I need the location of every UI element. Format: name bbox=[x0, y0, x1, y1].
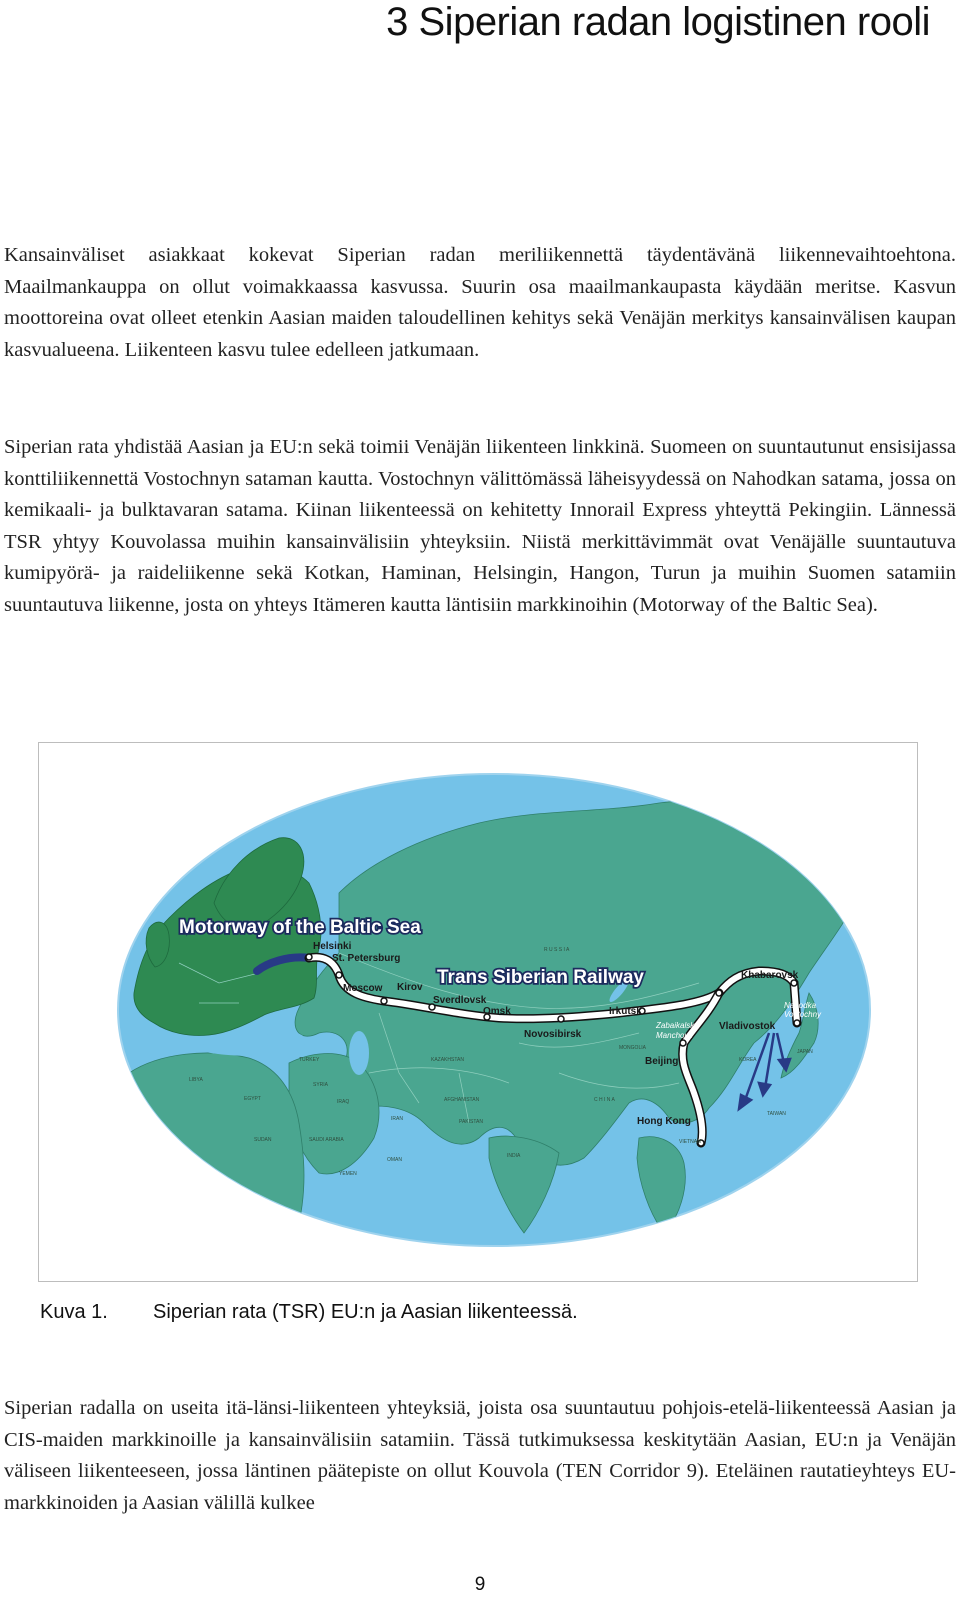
city-label-zabaikalsk: Zabaikalsk / bbox=[656, 1021, 699, 1030]
city-label-khabarovsk: Khabarovsk bbox=[741, 970, 799, 981]
region-label-pakistan: PAKISTAN bbox=[459, 1119, 483, 1125]
region-label-oman: OMAN bbox=[387, 1157, 402, 1163]
city-label-sverdlovsk: Sverdlovsk bbox=[433, 995, 487, 1006]
region-label-india: INDIA bbox=[507, 1153, 521, 1159]
chapter-title: 3 Siperian radan logistinen rooli bbox=[386, 0, 930, 44]
region-label-afghanistan: AFGHANISTAN bbox=[444, 1097, 480, 1103]
figure-map bbox=[38, 742, 918, 1282]
city-label-manchouli: Manchouli bbox=[656, 1031, 693, 1040]
region-label-libya: LIBYA bbox=[189, 1077, 203, 1083]
body-paragraph: Siperian radalla on useita itä-länsi-liikenteen yhteyksiä, joista osa suuntautuu pohjois-etelä-liikenteessä Aasian ja CIS-maiden markkinoille ja kansainvälisiin satamiin. Tässä tutkimuksessa keskitytään Aasian, EU:n ja Venäjän väliseen liikenteeseen, jossa läntinen päätepiste on ollut Kouvola (TEN Corridor 9). Eteläinen rautatieyhteys EU-markkinoiden ja Aasian välillä kulkee bbox=[4, 1397, 956, 1514]
region-label-turkey: TURKEY bbox=[299, 1057, 320, 1063]
page-number: 9 bbox=[474, 1574, 486, 1595]
city-label-omsk: Omsk bbox=[483, 1006, 511, 1017]
body-paragraph: Siperian rata yhdistää Aasian ja EU:n sekä toimii Venäjän liikenteen linkkinä. Suomeen on suuntautunut ensisijassa konttiliikennettä Vostochnyn sataman kautta. Vostochnyn välittömässä läheisyydessä on Nahodkan satama, jossa on kemikaali- ja bulktavaran satama. Kiinan liikenteessä on kehitetty Innorail Express yhteyttä Pekingiin. Lännessä TSR yhtyy Kouvolassa muihin kansainvälisiin yhteyksiin. Niistä merkittävimmät ovat Venäjälle suuntautuva kumipyörä- ja raideliikenne sekä Kotkan, Haminan, Helsingin, Hangon, Turun ja muihin Suomen satamiin suuntautuva liikenne, josta on yhteys Itämeren kautta läntisiin markkinoihin (Motorway of the Baltic Sea). bbox=[4, 436, 956, 616]
city-label-vostochny: Vostochny bbox=[784, 1010, 822, 1019]
mediterranean bbox=[199, 1040, 309, 1056]
region-label-korea: KOREA bbox=[739, 1057, 757, 1063]
region-label-china: C H I N A bbox=[594, 1097, 615, 1103]
region-label-syria: SYRIA bbox=[313, 1082, 329, 1088]
region-label-vietnam: VIETNAM bbox=[679, 1139, 702, 1145]
region-label-iraq: IRAQ bbox=[337, 1099, 350, 1105]
city-label-vladivostok: Vladivostok bbox=[719, 1021, 776, 1032]
caspian-sea bbox=[349, 1031, 369, 1075]
city-label-helsinki: Helsinki bbox=[313, 941, 352, 952]
city-label-beijing: Beijing bbox=[645, 1056, 679, 1067]
body-paragraph: Kansainväliset asiakkaat kokevat Siperian radan meriliikennettä täydentävänä liikennevaihtoehtona. Maailmankauppa on ollut voimakkaassa kasvussa. Suurin osa maailmankaupasta käydään meritse. Kasvun moottoreina ovat olleet etenkin Aasian maiden taloudellinen kehitys sekä Venäjän merkitys kansainvälisen kaupan kasvualueena. Liikenteen kasvu tulee edelleen jatkumaan. bbox=[4, 244, 956, 361]
city-label-irkutsk: Irkutsk bbox=[609, 1006, 642, 1017]
city-label-st-petersburg: St. Petersburg bbox=[332, 953, 401, 964]
city-label-novosibirsk: Novosibirsk bbox=[524, 1029, 582, 1040]
region-label-sudan: SUDAN bbox=[254, 1137, 272, 1143]
region-label-russia: R U S S I A bbox=[544, 947, 570, 953]
land-africa bbox=[119, 1053, 304, 1263]
figure-number: Kuva 1. bbox=[40, 1301, 108, 1323]
region-label-mongolia: MONGOLIA bbox=[619, 1045, 646, 1051]
banner-trans-siberian-railway: Trans Siberian Railway bbox=[437, 967, 644, 988]
city-label-moscow: Moscow bbox=[343, 983, 383, 994]
figure-caption-text: Siperian rata (TSR) EU:n ja Aasian liikenteessä. bbox=[153, 1301, 578, 1323]
banner-motorway-baltic-sea: Motorway of the Baltic Sea bbox=[179, 917, 421, 938]
figure-caption bbox=[40, 1301, 578, 1324]
region-label-taiwan: TAIWAN bbox=[767, 1111, 786, 1117]
region-label-yemen: YEMEN bbox=[339, 1171, 357, 1177]
city-label-kirov: Kirov bbox=[397, 982, 423, 993]
region-label-kazakhstan: KAZAKHSTAN bbox=[431, 1057, 464, 1063]
region-label-egypt: EGYPT bbox=[244, 1096, 261, 1102]
region-label-iran: IRAN bbox=[391, 1116, 403, 1122]
city-label-nahodka: Nahodka bbox=[784, 1001, 817, 1010]
trans-siberian-map bbox=[39, 743, 917, 1281]
region-label-saudi-arabia: SAUDI ARABIA bbox=[309, 1137, 344, 1143]
city-label-hong-kong: Hong Kong bbox=[637, 1116, 691, 1127]
region-label-japan: JAPAN bbox=[797, 1049, 813, 1055]
